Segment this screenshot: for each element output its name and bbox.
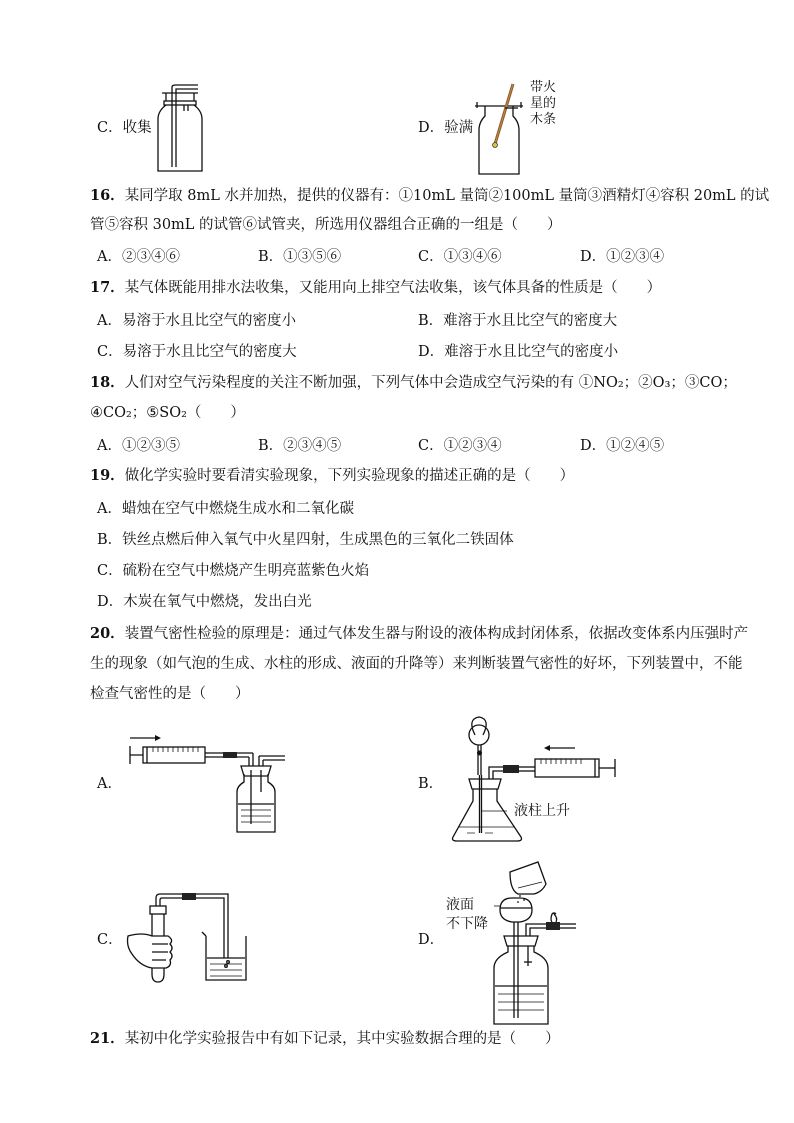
q17-option-b[interactable]: B．难溶于水且比空气的密度大 bbox=[418, 313, 618, 329]
gas-collecting-bottle-figure bbox=[150, 85, 210, 175]
q20-option-a-label[interactable]: A． bbox=[97, 776, 122, 792]
q20-option-d-label[interactable]: D． bbox=[418, 932, 445, 948]
q17-option-a[interactable]: A．易溶于水且比空气的密度小 bbox=[97, 313, 296, 329]
q20-option-b-label[interactable]: B． bbox=[418, 776, 444, 792]
q18-stem-line-1: 18．人们对空气污染程度的关注不断加强，下列气体中会造成空气污染的有 ①NO₂；②O₃；③CO； bbox=[90, 374, 737, 391]
q16-option-c[interactable]: C．①③④⑥ bbox=[418, 249, 502, 265]
q16-stem-line-2: 管⑤容积 30mL 的试管⑥试管夹，所选用仪器组合正确的一组是（ ） bbox=[90, 217, 562, 233]
flask-syringe-apparatus-b bbox=[445, 715, 635, 845]
q19-stem-line-1: 19．做化学实验时要看清实验现象，下列实验现象的描述正确的是（ ） bbox=[90, 467, 575, 484]
q15-option-d-label: D．验满 bbox=[418, 120, 474, 136]
q15-option-c-label: C．收集 bbox=[97, 120, 152, 136]
q18-option-c[interactable]: C．①②③④ bbox=[418, 438, 502, 454]
q19-option-a[interactable]: A．蜡烛在空气中燃烧生成水和二氧化碳 bbox=[97, 501, 354, 517]
hand-test-tube-beaker-apparatus-c bbox=[122, 892, 252, 987]
q17-option-d[interactable]: D．难溶于水且比空气的密度小 bbox=[418, 344, 619, 360]
liquid-column-rises-caption: 液柱上升 bbox=[514, 803, 570, 819]
q19-option-c[interactable]: C．硫粉在空气中燃烧产生明亮蓝紫色火焰 bbox=[97, 563, 370, 579]
level-not-dropping-caption: 液面 不下降 bbox=[446, 897, 488, 932]
q18-option-b[interactable]: B．②③④⑤ bbox=[258, 438, 342, 454]
q19-option-d[interactable]: D．木炭在氧气中燃烧，发出白光 bbox=[97, 594, 312, 610]
q16-stem-line-1: 16．某同学取 8mL 水并加热，提供的仪器有：①10mL 量筒②100mL 量筒③酒精灯④容积 20mL 的试 bbox=[90, 187, 770, 204]
q16-option-a[interactable]: A．②③④⑥ bbox=[97, 249, 180, 265]
q17-stem-line-1: 17．某气体既能用排水法收集，又能用向上排空气法收集，该气体具备的性质是（ ） bbox=[90, 279, 662, 296]
q18-number: 18． bbox=[90, 374, 125, 391]
q18-stem-line-2: ④CO₂；⑤SO₂（ ） bbox=[90, 405, 245, 421]
q17-option-c[interactable]: C．易溶于水且比空气的密度大 bbox=[97, 344, 297, 360]
glowing-stick-caption: 带火 星的 木条 bbox=[530, 80, 557, 127]
q19-number: 19． bbox=[90, 467, 125, 484]
q20-stem-line-1: 20．装置气密性检验的原理是：通过气体发生器与附设的液体构成封闭体系，依据改变体系内压强时产 bbox=[90, 625, 749, 642]
q16-option-b[interactable]: B．①③⑤⑥ bbox=[258, 249, 342, 265]
q20-stem-line-3: 检查气密性的是（ ） bbox=[90, 686, 250, 702]
q20-stem-line-2: 生的现象（如气泡的生成、水柱的形成、液面的升降等）来判断装置气密性的好坏，下列装置中，不能 bbox=[90, 656, 743, 672]
q21-number: 21． bbox=[90, 1030, 125, 1047]
q19-option-b[interactable]: B．铁丝点燃后伸入氧气中火星四射，生成黑色的三氧化二铁固体 bbox=[97, 532, 514, 548]
q21-stem-line-1: 21．某初中化学实验报告中有如下记录，其中实验数据合理的是（ ） bbox=[90, 1030, 560, 1047]
q17-number: 17． bbox=[90, 279, 125, 296]
q20-option-c-label[interactable]: C． bbox=[97, 932, 123, 948]
funnel-bottle-apparatus-d bbox=[480, 858, 590, 1028]
q16-option-d[interactable]: D．①②③④ bbox=[580, 249, 665, 265]
q18-option-a[interactable]: A．①②③⑤ bbox=[97, 438, 180, 454]
q18-option-d[interactable]: D．①②④⑤ bbox=[580, 438, 665, 454]
syringe-bottle-apparatus-a bbox=[125, 732, 290, 837]
q20-number: 20． bbox=[90, 625, 125, 642]
q16-number: 16． bbox=[90, 187, 125, 204]
